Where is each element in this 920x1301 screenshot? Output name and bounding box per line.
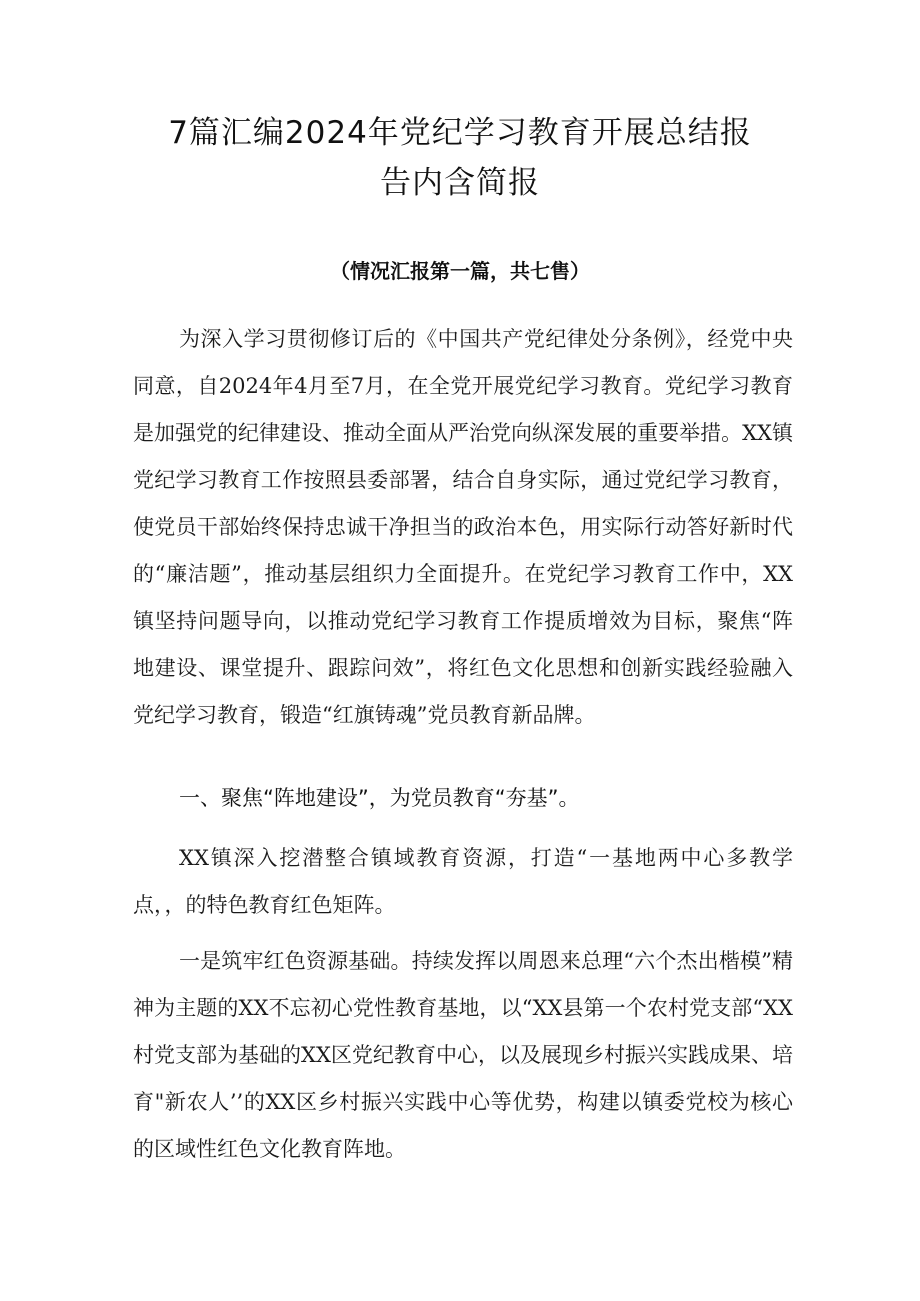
title-line-1: 7篇汇编2024年党纪学习教育开展总结报 [168,115,752,151]
document-subtitle: （情况汇报第一篇，共七售） [330,259,590,283]
title-line-2: 告内含简报 [380,165,540,201]
intro-paragraph: 为深入学习贯彻修订后的《中国共产党纪律处分条例》，经党中央同意，自2024年4月至7月，在全党开展党纪学习教育。党纪学习教育是加强党的纪律建设、推动全面从严治党向纵深发展的重要举措。XX镇党纪学习教育工作按照县委部署，结合自身实际，通过党纪学习教育，使党员干部始终保持忠诚干净担当的政治本色，用实际行动答好新时代的“廉洁题”，推动基层组织力全面提升。在党纪学习教育工作中，XX镇坚持问题导向，以推动党纪学习教育工作提质增效为目标，聚焦“阵地建设、课堂提升、跟踪问效”，将红色文化思想和创新实践经验融入党纪学习教育，锻造“红旗铸魂”党员教育新品牌。 [133,327,793,727]
document-title [120,108,800,208]
section-1-paragraph-2: 一是筑牢红色资源基础。持续发挥以周恩来总理“六个杰出楷模”精神为主题的XX不忘初心党性教育基地，以“XX县第一个农村党支部“XX村党支部为基础的XX区党纪教育中心，以及展现乡村振兴实践成果、培育"新农人’’的XX区乡村振兴实践中心等优势，构建以镇委党校为核心的区域性红色文化教育阵地。 [133,949,793,1161]
section-1-heading: 一、聚焦“阵地建设”，为党员教育“夯基”。 [179,786,580,810]
section-1-paragraph-1: XX镇深入挖潜整合镇域教育资源，打造“一基地两中心多教学点，，的特色教育红色矩阵。 [133,846,793,917]
